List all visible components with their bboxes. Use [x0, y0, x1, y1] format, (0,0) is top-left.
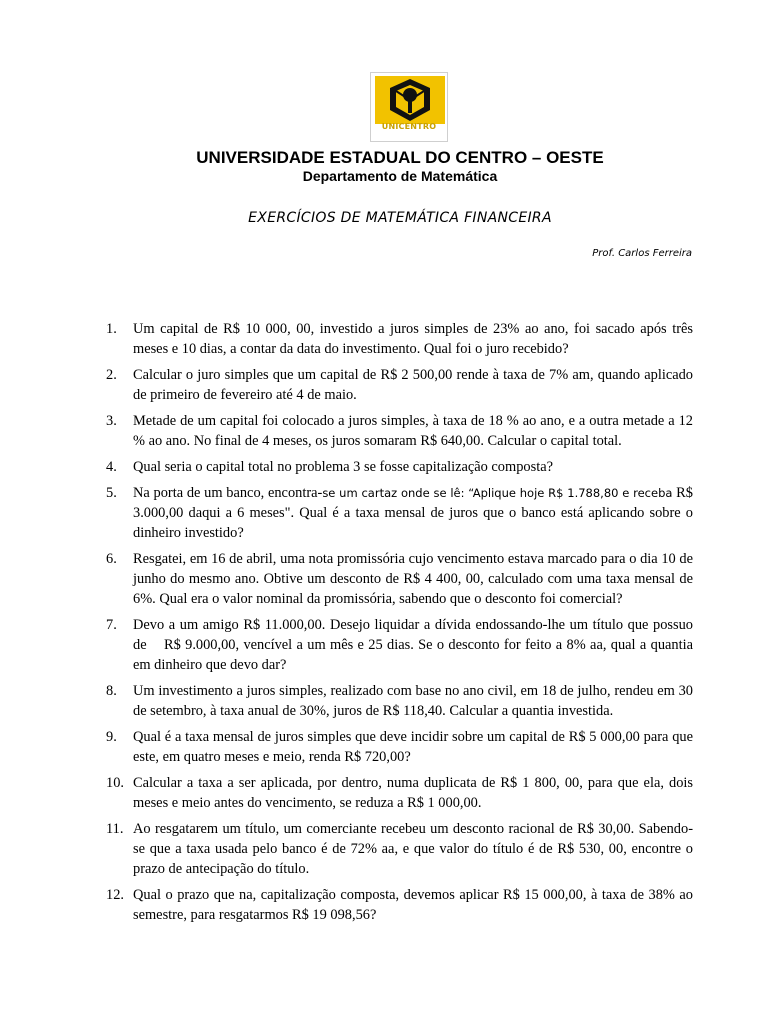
exercise-number: 2.: [106, 367, 117, 383]
exercise-number: 11.: [106, 821, 124, 837]
exercise-item: [106, 549, 693, 609]
exercise-number: 6.: [106, 551, 117, 567]
exercise-item: [106, 727, 693, 767]
exercise-text: Devo a um amigo R$ 11.000,00. Desejo liquidar a dívida endossando-lhe um título que possuo de R$ 9.000,00, vencível a um mês e 25 dias. Se o desconto for feito a 8% aa, qual a quantia em dinheiro que devo dar?: [133, 617, 697, 673]
exercise-text-sans-fragment: se um cartaz onde se lê: “Aplique hoje R$ 1.788,80 e receba: [322, 486, 673, 500]
department-name: Departamento de Matemática: [302, 168, 498, 184]
university-logo: [370, 72, 448, 142]
exercise-text: Um investimento a juros simples, realizado com base no ano civil, em 18 de julho, rendeu em 30 de setembro, à taxa anual de 30%, juros de R$ 118,40. Calcular a quantia investida.: [133, 683, 693, 719]
exercise-number: 12.: [106, 887, 124, 903]
exercise-number: 1.: [106, 321, 117, 337]
exercise-item: [106, 885, 693, 925]
exercise-number: 7.: [106, 617, 117, 633]
exercise-item: [106, 819, 693, 879]
exercise-text: Um capital de R$ 10 000, 00, investido a juros simples de 23% ao ano, foi sacado após três meses e 10 dias, a contar da data do investimento. Qual foi o juro recebido?: [133, 321, 693, 357]
exercise-text: Resgatei, em 16 de abril, uma nota promissória cujo vencimento estava marcado para o dia 10 de junho do mesmo ano. Obtive um desconto de R$ 4 400, 00, calculado com uma taxa mensal de 6%. Qual era o valor nominal da promissória, sabendo que o desconto foi comercial?: [133, 551, 693, 607]
document-title: EXERCÍCIOS DE MATEMÁTICA FINANCEIRA: [248, 210, 552, 226]
exercise-text: Calcular o juro simples que um capital de R$ 2 500,00 rende à taxa de 7% am, quando aplicado de primeiro de fevereiro até 4 de maio.: [133, 367, 693, 403]
exercise-text: Qual é a taxa mensal de juros simples que deve incidir sobre um capital de R$ 5 000,00 para que este, em quatro meses e meio, renda R$ 720,00?: [133, 729, 693, 765]
exercise-item: [106, 483, 693, 543]
exercise-text: Ao resgatarem um título, um comerciante recebeu um desconto racional de R$ 30,00. Sabendo-se que a taxa usada pelo banco é de 72% aa, e que valor do título é de R$ 530, 00, encontre o prazo de antecipação do título.: [133, 821, 693, 877]
exercise-text: Metade de um capital foi colocado a juros simples, à taxa de 18 % ao ano, e a outra metade a 12 % ao ano. No final de 4 meses, os juros somaram R$ 640,00. Calcular o capital total.: [133, 413, 693, 449]
exercise-number: 10.: [106, 775, 124, 791]
exercise-item: [106, 457, 693, 477]
university-name: UNIVERSIDADE ESTADUAL DO CENTRO – OESTE: [196, 148, 604, 167]
exercise-item: [106, 681, 693, 721]
exercise-number: 4.: [106, 459, 117, 475]
logo-wordmark: UNICENTRO: [381, 122, 437, 131]
exercise-number: 5.: [106, 485, 117, 501]
exercise-text: Qual o prazo que na, capitalização composta, devemos aplicar R$ 15 000,00, à taxa de 38% ao semestre, para resgatarmos R$ 19 098,56?: [133, 887, 693, 923]
exercise-text: Na porta de um banco, encontra-: [133, 485, 323, 501]
exercise-list: [106, 319, 697, 931]
exercise-number: 8.: [106, 683, 117, 699]
exercise-number: 3.: [106, 413, 117, 429]
unicentro-emblem-icon: [375, 76, 445, 124]
exercise-text-continued: R$ 3.000,00 daqui a 6 meses". Qual é a taxa mensal de juros que o banco está aplicando sobre o dinheiro investido?: [133, 485, 693, 541]
exercise-item: [106, 773, 693, 813]
exercise-text: Calcular a taxa a ser aplicada, por dentro, numa duplicata de R$ 1 800, 00, para que ela, dois meses e meio antes do vencimento, se reduza a R$ 1 000,00.: [133, 775, 693, 811]
exercise-text: Qual seria o capital total no problema 3 se fosse capitalização composta?: [133, 459, 553, 475]
exercise-item: [106, 411, 693, 451]
exercise-item: [106, 615, 697, 675]
exercise-number: 9.: [106, 729, 117, 745]
professor-name: Prof. Carlos Ferreira: [592, 248, 692, 259]
exercise-item: [106, 319, 693, 359]
exercise-item: [106, 365, 693, 405]
